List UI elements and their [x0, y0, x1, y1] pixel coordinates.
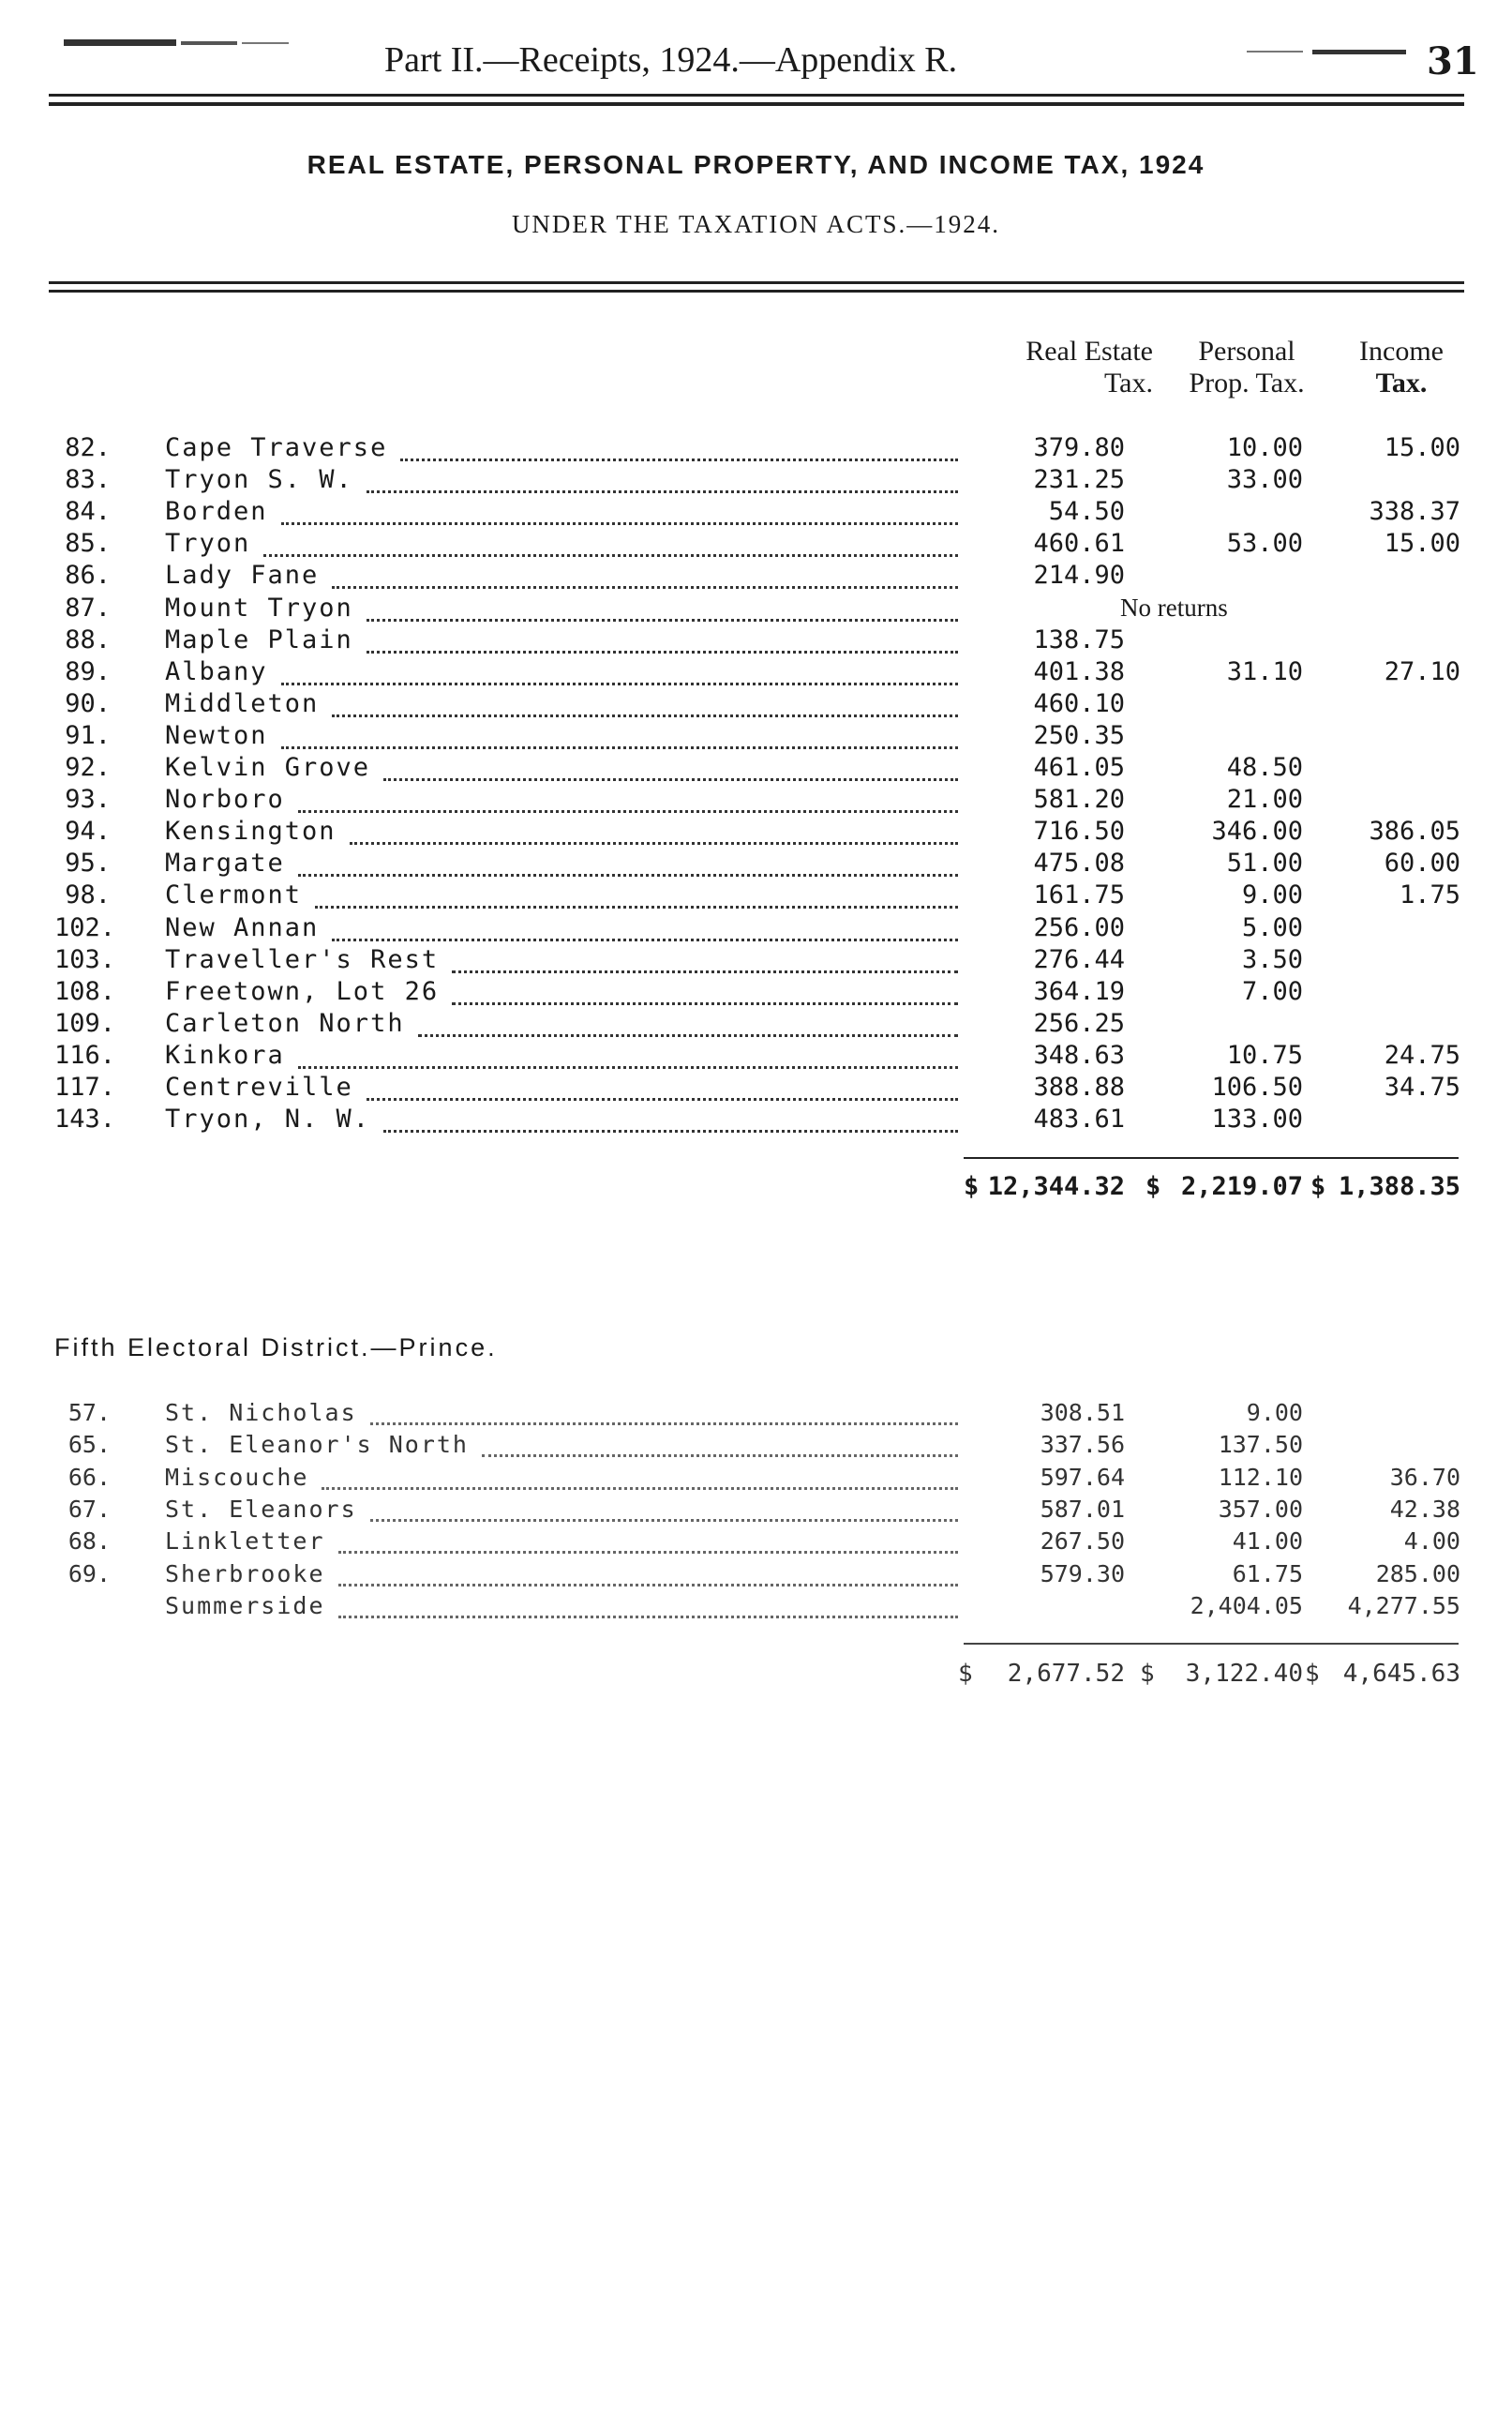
row-number: 117.: [54, 1073, 116, 1102]
location-name: St. Nicholas: [165, 1399, 357, 1426]
income-tax: 4,277.55: [1347, 1591, 1460, 1619]
personal-prop-tax: 51.00: [1226, 849, 1303, 879]
personal-prop-tax: 346.00: [1211, 817, 1303, 847]
location-name: Margate: [165, 849, 285, 879]
row-number: 103.: [54, 944, 116, 974]
location-name: Centreville: [165, 1073, 353, 1102]
income-tax: 24.75: [1384, 1040, 1460, 1070]
table2-totals-row: [0, 1660, 1512, 1697]
row-number: 65.: [67, 1431, 111, 1459]
location-name: Middleton: [165, 688, 320, 718]
row-number: 95.: [65, 849, 111, 879]
location-name: Albany: [165, 656, 268, 686]
income-tax: 42.38: [1389, 1495, 1460, 1523]
table2-total-personal: 3,122.40: [1185, 1660, 1303, 1688]
table1-total-currency-pp: $: [1145, 1172, 1161, 1201]
col-header-real-estate-line2: Tax.: [1103, 368, 1153, 398]
dot-leader: [322, 1483, 958, 1490]
location-name: Kelvin Grove: [165, 753, 371, 782]
income-tax: 15.00: [1384, 529, 1460, 559]
personal-prop-tax: 48.50: [1226, 753, 1303, 782]
personal-prop-tax: 5.00: [1241, 912, 1303, 942]
row-number: 67.: [67, 1495, 111, 1523]
personal-prop-tax: 9.00: [1241, 880, 1303, 910]
real-estate-tax: 138.75: [1033, 624, 1125, 654]
personal-prop-tax: 112.10: [1218, 1463, 1303, 1491]
personal-prop-tax: 9.00: [1246, 1399, 1303, 1426]
table1-total-income: 1,388.35: [1338, 1172, 1460, 1201]
personal-prop-tax: 133.00: [1211, 1105, 1303, 1135]
row-number: 143.: [54, 1105, 116, 1135]
table1-total-currency-re: $: [964, 1172, 980, 1201]
location-name: New Annan: [165, 912, 320, 942]
location-name: Borden: [165, 497, 268, 527]
table1-total-currency-inc: $: [1310, 1172, 1326, 1201]
row-number: 57.: [67, 1399, 111, 1426]
col-header-income-line1: Income: [1359, 336, 1444, 367]
real-estate-tax: 401.38: [1033, 656, 1125, 686]
income-tax: 27.10: [1384, 656, 1460, 686]
row-number: 87.: [65, 593, 111, 623]
row-number: 108.: [54, 976, 116, 1006]
location-name: Tryon S. W.: [165, 465, 353, 495]
real-estate-tax: 483.61: [1033, 1105, 1125, 1135]
document-subtitle: UNDER THE TAXATION ACTS.—1924.: [511, 210, 1001, 238]
row-number: 88.: [65, 624, 111, 654]
table2-total-income: 4,645.63: [1342, 1660, 1460, 1688]
row-number: 69.: [67, 1559, 111, 1587]
real-estate-tax: 256.00: [1033, 912, 1125, 942]
no-returns-note: No returns: [1120, 593, 1228, 622]
row-number: 85.: [65, 529, 111, 559]
row-number: 83.: [65, 465, 111, 495]
personal-prop-tax: 7.00: [1241, 976, 1303, 1006]
document-title: REAL ESTATE, PERSONAL PROPERTY, AND INCOME TAX, 1924: [307, 150, 1205, 179]
real-estate-tax: 460.61: [1033, 529, 1125, 559]
income-tax: 4.00: [1403, 1527, 1460, 1556]
income-tax: 285.00: [1375, 1559, 1460, 1587]
income-tax: 338.37: [1369, 497, 1460, 527]
real-estate-tax: 161.75: [1033, 880, 1125, 910]
location-name: Miscouche: [165, 1463, 309, 1491]
location-name: Kinkora: [165, 1040, 285, 1070]
income-tax: 60.00: [1384, 849, 1460, 879]
row-number: 66.: [67, 1463, 111, 1491]
dot-leader: [338, 1580, 958, 1586]
real-estate-tax: 364.19: [1033, 976, 1125, 1006]
location-name: Maple Plain: [165, 624, 353, 654]
real-estate-tax: 475.08: [1033, 849, 1125, 879]
real-estate-tax: 388.88: [1033, 1073, 1125, 1102]
personal-prop-tax: 21.00: [1226, 785, 1303, 815]
dot-leader: [338, 1612, 958, 1618]
location-name: Sherbrooke: [165, 1559, 325, 1587]
table2-total-currency-inc: $: [1305, 1660, 1320, 1688]
personal-prop-tax: 2,404.05: [1190, 1591, 1303, 1619]
location-name: St. Eleanor's North: [165, 1431, 469, 1459]
section-heading-fifth-district: Fifth Electoral District.—Prince.: [54, 1333, 498, 1361]
real-estate-tax: 308.51: [1040, 1399, 1125, 1426]
real-estate-tax: 461.05: [1033, 753, 1125, 782]
row-number: 109.: [54, 1008, 116, 1038]
location-name: Summerside: [165, 1591, 325, 1619]
location-name: Clermont: [165, 880, 303, 910]
row-number: 116.: [54, 1040, 116, 1070]
table2-total-rule: [964, 1643, 1459, 1645]
real-estate-tax: 256.25: [1033, 1008, 1125, 1038]
table1-total-real-estate: 12,344.32: [987, 1172, 1125, 1201]
personal-prop-tax: 41.00: [1232, 1527, 1303, 1556]
real-estate-tax: 716.50: [1033, 817, 1125, 847]
real-estate-tax: 267.50: [1040, 1527, 1125, 1556]
row-number: 89.: [65, 656, 111, 686]
table1-total-personal: 2,219.07: [1180, 1172, 1303, 1201]
location-name: Carleton North: [165, 1008, 405, 1038]
income-tax: 34.75: [1384, 1073, 1460, 1102]
real-estate-tax: 587.01: [1040, 1495, 1125, 1523]
personal-prop-tax: 10.00: [1226, 433, 1303, 462]
personal-prop-tax: 106.50: [1211, 1073, 1303, 1102]
col-header-personal-line2: Prop. Tax.: [1189, 368, 1305, 398]
dot-leader: [370, 1515, 958, 1522]
dot-leader: [338, 1547, 958, 1554]
row-number: 92.: [65, 753, 111, 782]
row-number: 86.: [65, 561, 111, 591]
personal-prop-tax: 33.00: [1226, 465, 1303, 495]
real-estate-tax: 460.10: [1033, 688, 1125, 718]
dot-leader: [370, 1419, 958, 1425]
table2-total-currency-pp: $: [1140, 1660, 1155, 1688]
real-estate-tax: 348.63: [1033, 1040, 1125, 1070]
col-header-personal-line1: Personal: [1198, 336, 1295, 367]
row-number: 82.: [65, 433, 111, 462]
row-number: 68.: [67, 1527, 111, 1556]
real-estate-tax: 250.35: [1033, 720, 1125, 750]
location-name: Lady Fane: [165, 561, 320, 591]
real-estate-tax: 231.25: [1033, 465, 1125, 495]
page-number: 31: [1427, 39, 1479, 83]
row-number: 90.: [65, 688, 111, 718]
personal-prop-tax: 3.50: [1241, 944, 1303, 974]
income-tax: 36.70: [1389, 1463, 1460, 1491]
row-number: 94.: [65, 817, 111, 847]
real-estate-tax: 276.44: [1033, 944, 1125, 974]
location-name: Kensington: [165, 817, 337, 847]
dot-leader: [482, 1451, 958, 1457]
location-name: St. Eleanors: [165, 1495, 357, 1523]
income-tax: 15.00: [1384, 433, 1460, 462]
real-estate-tax: 379.80: [1033, 433, 1125, 462]
income-tax: 386.05: [1369, 817, 1460, 847]
row-number: 93.: [65, 785, 111, 815]
location-name: Traveller's Rest: [165, 944, 440, 974]
location-name: Norboro: [165, 785, 285, 815]
location-name: Freetown, Lot 26: [165, 976, 440, 1006]
personal-prop-tax: 53.00: [1226, 529, 1303, 559]
real-estate-tax: 214.90: [1033, 561, 1125, 591]
table2-total-currency-re: $: [958, 1660, 973, 1688]
location-name: Tryon, N. W.: [165, 1105, 371, 1135]
location-name: Linkletter: [165, 1527, 325, 1556]
real-estate-tax: 579.30: [1040, 1559, 1125, 1587]
row-number: 102.: [54, 912, 116, 942]
table2-total-real-estate: 2,677.52: [1007, 1660, 1125, 1688]
income-tax: 1.75: [1399, 880, 1460, 910]
location-name: Cape Traverse: [165, 433, 388, 462]
real-estate-tax: 337.56: [1040, 1431, 1125, 1459]
personal-prop-tax: 10.75: [1226, 1040, 1303, 1070]
real-estate-tax: 597.64: [1040, 1463, 1125, 1491]
location-name: Newton: [165, 720, 268, 750]
personal-prop-tax: 357.00: [1218, 1495, 1303, 1523]
col-header-real-estate-line1: Real Estate: [1025, 336, 1153, 367]
personal-prop-tax: 61.75: [1232, 1559, 1303, 1587]
location-name: Tryon: [165, 529, 251, 559]
row-number: 91.: [65, 720, 111, 750]
col-header-income-line2: Tax.: [1375, 368, 1428, 398]
personal-prop-tax: 137.50: [1218, 1431, 1303, 1459]
real-estate-tax: 54.50: [1048, 497, 1125, 527]
location-name: Mount Tryon: [165, 593, 353, 623]
real-estate-tax: 581.20: [1033, 785, 1125, 815]
running-title: Part II.—Receipts, 1924.—Appendix R.: [384, 40, 958, 80]
row-number: 84.: [65, 497, 111, 527]
row-number: 98.: [65, 880, 111, 910]
personal-prop-tax: 31.10: [1226, 656, 1303, 686]
